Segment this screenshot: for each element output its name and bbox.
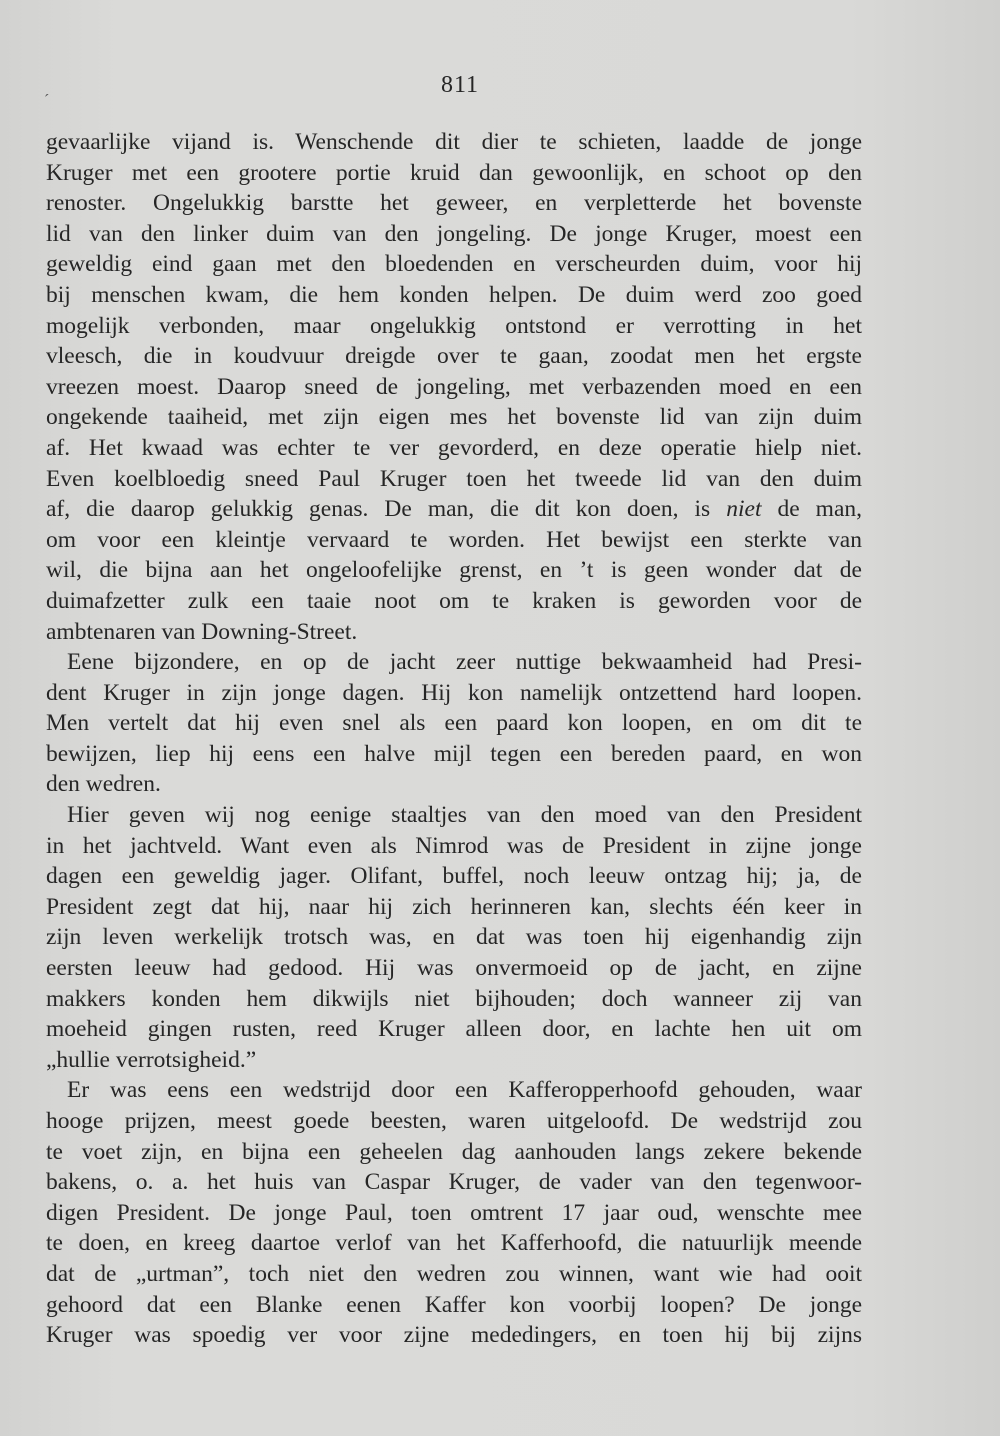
- text-line: vreezen moest. Daarop sneed de jongeling, met verbazenden moed en een: [46, 373, 862, 400]
- text-line: Even koelbloedig sneed Paul Kruger toen het tweede lid van den duim: [46, 465, 862, 492]
- page-number: 811: [440, 72, 480, 98]
- text-line: mogelijk verbonden, maar ongelukkig ontstond er verrotting in het: [46, 312, 862, 339]
- text-line: vleesch, die in koudvuur dreigde over te gaan, zoodat men het ergste: [46, 343, 862, 370]
- text-segment: de man,: [777, 496, 863, 523]
- text-line: ambtenaren van Downing-Street.: [46, 618, 358, 645]
- text-line: Kruger was spoedig ver voor zijne mededingers, en toen hij bij zijns: [46, 1322, 862, 1349]
- text-line: digen President. De jonge Paul, toen omtrent 17 jaar oud, wenschte mee: [46, 1199, 862, 1226]
- paragraph: [46, 647, 862, 800]
- text-line: wil, die bijna aan het ongeloofelijke grenst, en ’t is geen wonder dat de: [46, 557, 862, 584]
- text-line: om voor een kleintje vervaard te worden. Het bewijst een sterkte van: [46, 526, 862, 553]
- text-line: den wedren.: [46, 771, 161, 798]
- text-line: President zegt dat hij, naar hij zich herinneren kan, slechts één keer in: [46, 893, 862, 920]
- text-line: bij menschen kwam, die hem konden helpen. De duim werd zoo goed: [46, 281, 862, 308]
- text-line: dagen een geweldig jager. Olifant, buffel, noch leeuw ontzag hij; ja, de: [46, 863, 862, 890]
- text-line: renoster. Ongelukkig barstte het geweer, en verpletterde het bovenste: [46, 190, 862, 217]
- text-line: eersten leeuw had gedood. Hij was onvermoeid op de jacht, en zijne: [46, 955, 862, 982]
- text-line: zijn leven werkelijk trotsch was, en dat was toen hij eigenhandig zijn: [46, 924, 862, 951]
- stray-mark: ´: [44, 92, 50, 109]
- text-line: te voet zijn, en bijna een geheelen dag aanhouden langs zekere bekende: [46, 1138, 862, 1165]
- text-line: Er was eens een wedstrijd door een Kafferopperhoofd gehouden, waar: [67, 1077, 862, 1104]
- text-line: dent Kruger in zijn jonge dagen. Hij kon namelijk ontzettend hard loopen.: [46, 679, 862, 706]
- text-line: Kruger met een grootere portie kruid dan gewoonlijk, en schoot op den: [46, 159, 862, 186]
- text-line: Men vertelt dat hij even snel als een paard kon loopen, en om dit te: [46, 710, 862, 737]
- body-text: [46, 127, 862, 1351]
- text-line: hooge prijzen, meest goede beesten, waren uitgeloofd. De wedstrijd zou: [46, 1108, 862, 1134]
- text-line: gehoord dat een Blanke eenen Kaffer kon voorbij loopen? De jonge: [46, 1291, 862, 1318]
- text-line: duimafzetter zulk een taaie noot om te kraken is geworden voor de: [46, 587, 862, 614]
- text-line: „hullie verrotsigheid.”: [46, 1046, 257, 1073]
- text-line: in het jachtveld. Want even als Nimrod was de President in zijne jonge: [46, 832, 862, 859]
- text-line: dat de „urtman”, toch niet den wedren zou winnen, want wie had ooit: [46, 1260, 862, 1287]
- text-line: af. Het kwaad was echter te ver gevorderd, en deze operatie hielp niet.: [46, 434, 862, 461]
- text-line: gevaarlijke vijand is. Wenschende dit dier te schieten, laadde de jonge: [46, 129, 862, 155]
- text-line: makkers konden hem dikwijls niet bijhouden; doch wanneer zij van: [46, 985, 862, 1012]
- paragraph: [46, 127, 862, 647]
- text-line: Eene bijzondere, en op de jacht zeer nuttige bekwaamheid had Presi-: [67, 649, 862, 676]
- text-line: bakens, o. a. het huis van Caspar Kruger, de vader van den tegenwoor-: [46, 1169, 862, 1196]
- text-line: lid van den linker duim van den jongeling. De jonge Kruger, moest een: [46, 220, 862, 247]
- text-line: Hier geven wij nog eenige staaltjes van den moed van den President: [67, 802, 862, 829]
- text-line: moeheid gingen rusten, reed Kruger alleen door, en lachte hen uit om: [46, 1016, 862, 1043]
- paragraph: [46, 800, 862, 1075]
- text-line-with-italic: [46, 494, 862, 525]
- text-line: geweldig eind gaan met den bloedenden en verscheurden duim, voor hij: [46, 251, 862, 278]
- italic-emphasis: niet: [726, 496, 762, 523]
- text-segment: af, die daarop gelukkig genas. De man, die dit kon doen, is: [46, 496, 711, 523]
- text-line: te doen, en kreeg daartoe verlof van het Kafferhoofd, die natuurlijk meende: [46, 1230, 862, 1257]
- text-line: bewijzen, liep hij eens een halve mijl tegen een bereden paard, en won: [46, 740, 862, 767]
- text-line: ongekende taaiheid, met zijn eigen mes het bovenste lid van zijn duim: [46, 404, 862, 431]
- paragraph: [46, 1075, 862, 1350]
